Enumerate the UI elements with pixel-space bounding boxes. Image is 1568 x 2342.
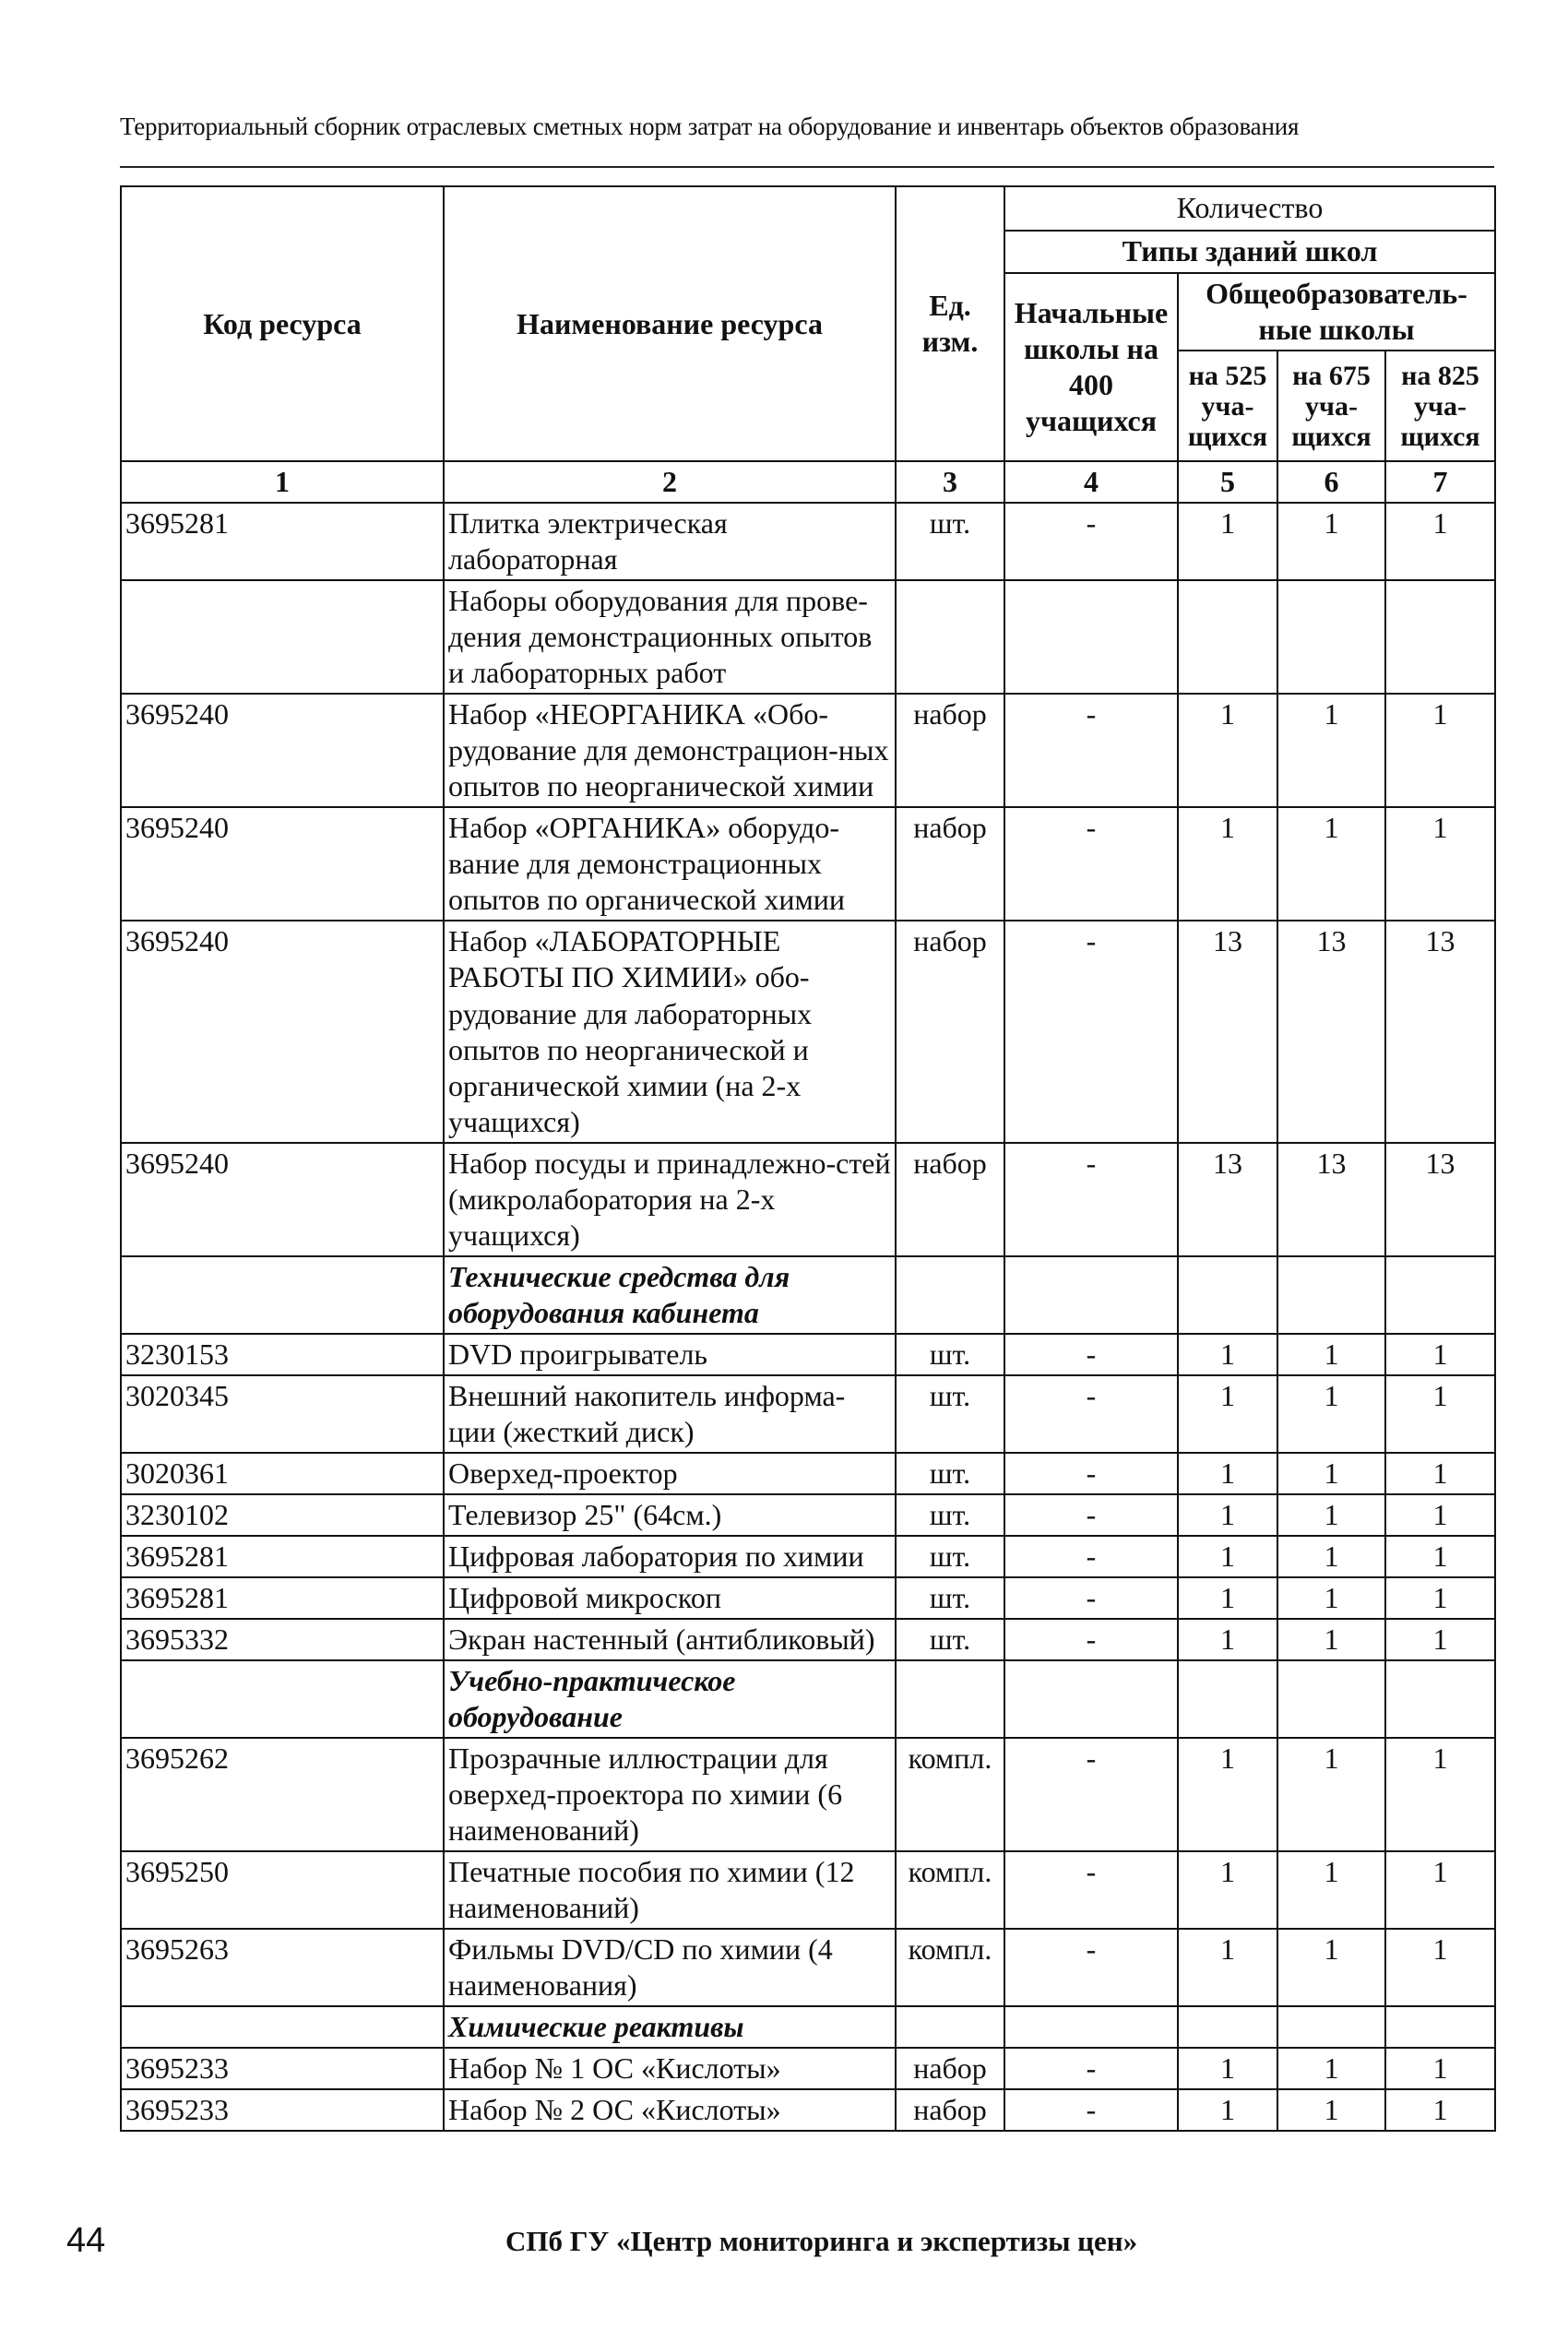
cell-primary: - [1004, 1577, 1178, 1619]
cell-code: 3695240 [121, 807, 444, 921]
cell-name: Экран настенный (антибликовый) [444, 1619, 896, 1660]
cell-825 [1385, 580, 1495, 694]
table-row [121, 1453, 1495, 1494]
resource-table [120, 185, 1496, 2132]
table-row [121, 1143, 1495, 1256]
header-675: на 675 уча-щихся [1277, 351, 1385, 461]
table-row [121, 1619, 1495, 1660]
cell-primary: - [1004, 1334, 1178, 1375]
cell-name: Оверхед-проектор [444, 1453, 896, 1494]
cell-825: 1 [1385, 1851, 1495, 1929]
column-number: 5 [1178, 461, 1277, 503]
table-row [121, 1851, 1495, 1929]
cell-unit: набор [896, 2048, 1004, 2089]
cell-primary: - [1004, 1536, 1178, 1577]
cell-name: Набор № 2 ОС «Кислоты» [444, 2089, 896, 2131]
cell-primary: - [1004, 694, 1178, 807]
table-row [121, 1536, 1495, 1577]
cell-675 [1277, 580, 1385, 694]
cell-825: 1 [1385, 1494, 1495, 1536]
cell-525 [1178, 1660, 1277, 1738]
cell-unit: компл. [896, 1851, 1004, 1929]
header-825: на 825 уча-щихся [1385, 351, 1495, 461]
cell-name: Набор «НЕОРГАНИКА «Обо-рудование для демонстрацион-ных опытов по неорганической химии [444, 694, 896, 807]
cell-525: 1 [1178, 1334, 1277, 1375]
table-row [121, 1929, 1495, 2006]
cell-525: 1 [1178, 694, 1277, 807]
cell-525: 1 [1178, 503, 1277, 580]
cell-name: Прозрачные иллюстрации для оверхед-проектора по химии (6 наименований) [444, 1738, 896, 1851]
header-unit: Ед. изм. [896, 186, 1004, 461]
running-header: Территориальный сборник отраслевых сметных норм затрат на оборудование и инвентарь объектов образования [120, 113, 1300, 140]
cell-name: Набор «ОРГАНИКА» оборудо-вание для демонстрационных опытов по органической химии [444, 807, 896, 921]
column-number: 3 [896, 461, 1004, 503]
table-row [121, 1738, 1495, 1851]
table-row [121, 1375, 1495, 1453]
cell-825: 1 [1385, 1577, 1495, 1619]
header-code: Код ресурса [121, 186, 444, 461]
cell-unit: набор [896, 1143, 1004, 1256]
cell-675: 1 [1277, 1536, 1385, 1577]
cell-unit: шт. [896, 1577, 1004, 1619]
cell-525 [1178, 2006, 1277, 2048]
cell-825 [1385, 2006, 1495, 2048]
cell-525: 1 [1178, 807, 1277, 921]
section-row [121, 1256, 1495, 1334]
cell-675: 1 [1277, 1577, 1385, 1619]
cell-unit: компл. [896, 1929, 1004, 2006]
cell-name: Набор «ЛАБОРАТОРНЫЕ РАБОТЫ ПО ХИМИИ» обо-рудование для лабораторных опытов по неорганической и органической химии (на 2-х учащихся) [444, 921, 896, 1142]
cell-code: 3020345 [121, 1375, 444, 1453]
cell-code: 3695250 [121, 1851, 444, 1929]
header-general-schools: Общеобразователь-ные школы [1178, 273, 1495, 351]
cell-primary [1004, 1256, 1178, 1334]
cell-675: 1 [1277, 1375, 1385, 1453]
cell-825: 1 [1385, 2048, 1495, 2089]
cell-code: 3695262 [121, 1738, 444, 1851]
cell-675: 1 [1277, 1619, 1385, 1660]
cell-675: 13 [1277, 1143, 1385, 1256]
cell-675 [1277, 2006, 1385, 2048]
cell-unit: набор [896, 921, 1004, 1142]
cell-primary: - [1004, 921, 1178, 1142]
cell-525: 1 [1178, 1375, 1277, 1453]
cell-unit [896, 2006, 1004, 2048]
cell-825: 1 [1385, 694, 1495, 807]
column-number: 1 [121, 461, 444, 503]
cell-code [121, 1660, 444, 1738]
cell-primary: - [1004, 1619, 1178, 1660]
section-title: Химические реактивы [444, 2006, 896, 2048]
cell-code: 3695281 [121, 1577, 444, 1619]
footer-organization: СПб ГУ «Центр мониторинга и экспертизы цен» [505, 2225, 1138, 2257]
cell-unit: шт. [896, 1536, 1004, 1577]
cell-name: Плитка электрическая лабораторная [444, 503, 896, 580]
cell-name: Набор № 1 ОС «Кислоты» [444, 2048, 896, 2089]
cell-code: 3020361 [121, 1453, 444, 1494]
table-row [121, 503, 1495, 580]
cell-825: 1 [1385, 503, 1495, 580]
cell-525: 13 [1178, 921, 1277, 1142]
cell-675: 13 [1277, 921, 1385, 1142]
cell-525: 1 [1178, 1619, 1277, 1660]
cell-675: 1 [1277, 1453, 1385, 1494]
cell-name: Цифровой микроскоп [444, 1577, 896, 1619]
cell-primary: - [1004, 2089, 1178, 2131]
header-divider [120, 166, 1494, 168]
cell-unit: набор [896, 807, 1004, 921]
cell-code [121, 1256, 444, 1334]
table-row [121, 807, 1495, 921]
cell-code: 3230102 [121, 1494, 444, 1536]
cell-unit [896, 1660, 1004, 1738]
cell-825: 1 [1385, 1929, 1495, 2006]
cell-825 [1385, 1660, 1495, 1738]
cell-primary [1004, 2006, 1178, 2048]
cell-825: 1 [1385, 1619, 1495, 1660]
cell-675: 1 [1277, 2048, 1385, 2089]
cell-525: 1 [1178, 1494, 1277, 1536]
cell-primary: - [1004, 1375, 1178, 1453]
cell-unit: шт. [896, 1453, 1004, 1494]
cell-code [121, 2006, 444, 2048]
cell-primary: - [1004, 2048, 1178, 2089]
section-row [121, 2006, 1495, 2048]
table-row [121, 1577, 1495, 1619]
cell-code: 3695281 [121, 503, 444, 580]
cell-code: 3230153 [121, 1334, 444, 1375]
cell-525: 1 [1178, 1738, 1277, 1851]
cell-code: 3695263 [121, 1929, 444, 2006]
cell-525: 1 [1178, 1453, 1277, 1494]
cell-675: 1 [1277, 694, 1385, 807]
cell-825: 1 [1385, 1334, 1495, 1375]
cell-name: Печатные пособия по химии (12 наименований) [444, 1851, 896, 1929]
section-title: Учебно-практическое оборудование [444, 1660, 896, 1738]
cell-code: 3695240 [121, 1143, 444, 1256]
cell-primary: - [1004, 1143, 1178, 1256]
cell-code: 3695240 [121, 694, 444, 807]
cell-name: Фильмы DVD/CD по химии (4 наименования) [444, 1929, 896, 2006]
cell-675: 1 [1277, 503, 1385, 580]
cell-primary: - [1004, 1494, 1178, 1536]
cell-525: 1 [1178, 2048, 1277, 2089]
table-row [121, 2048, 1495, 2089]
cell-525: 13 [1178, 1143, 1277, 1256]
cell-825: 13 [1385, 1143, 1495, 1256]
table-row [121, 694, 1495, 807]
cell-675 [1277, 1660, 1385, 1738]
cell-code: 3695240 [121, 921, 444, 1142]
cell-code: 3695233 [121, 2048, 444, 2089]
cell-name: Внешний накопитель информа-ции (жесткий диск) [444, 1375, 896, 1453]
cell-primary: - [1004, 1453, 1178, 1494]
cell-unit: компл. [896, 1738, 1004, 1851]
cell-primary: - [1004, 807, 1178, 921]
cell-unit: шт. [896, 1619, 1004, 1660]
cell-name: Цифровая лаборатория по химии [444, 1536, 896, 1577]
cell-675: 1 [1277, 1929, 1385, 2006]
cell-name: Телевизор 25" (64см.) [444, 1494, 896, 1536]
cell-525 [1178, 580, 1277, 694]
table-row [121, 1334, 1495, 1375]
header-quantity: Количество [1004, 186, 1495, 231]
cell-primary: - [1004, 1851, 1178, 1929]
header-525: на 525 уча-щихся [1178, 351, 1277, 461]
cell-825: 1 [1385, 1738, 1495, 1851]
cell-name: Набор посуды и принадлежно-стей (микролаборатория на 2-х учащихся) [444, 1143, 896, 1256]
table-row [121, 921, 1495, 1142]
section-row [121, 1660, 1495, 1738]
cell-unit: шт. [896, 1494, 1004, 1536]
cell-unit: шт. [896, 1334, 1004, 1375]
section-title: Технические средства для оборудования кабинета [444, 1256, 896, 1334]
cell-525: 1 [1178, 1536, 1277, 1577]
cell-code: 3695233 [121, 2089, 444, 2131]
cell-code [121, 580, 444, 694]
table-row [121, 1494, 1495, 1536]
cell-unit: набор [896, 2089, 1004, 2131]
cell-unit [896, 580, 1004, 694]
column-number: 7 [1385, 461, 1495, 503]
cell-675: 1 [1277, 1494, 1385, 1536]
cell-825 [1385, 1256, 1495, 1334]
cell-525 [1178, 1256, 1277, 1334]
page-number: 44 [66, 2221, 106, 2260]
cell-unit [896, 1256, 1004, 1334]
cell-525: 1 [1178, 1929, 1277, 2006]
column-number: 2 [444, 461, 896, 503]
cell-primary: - [1004, 503, 1178, 580]
cell-825: 1 [1385, 2089, 1495, 2131]
cell-825: 1 [1385, 1536, 1495, 1577]
cell-525: 1 [1178, 1577, 1277, 1619]
cell-675: 1 [1277, 2089, 1385, 2131]
cell-unit: шт. [896, 503, 1004, 580]
header-name: Наименование ресурса [444, 186, 896, 461]
cell-primary: - [1004, 1738, 1178, 1851]
cell-name: DVD проигрыватель [444, 1334, 896, 1375]
cell-unit: шт. [896, 1375, 1004, 1453]
cell-name: Наборы оборудования для прове-дения демонстрационных опытов и лабораторных работ [444, 580, 896, 694]
header-building-types: Типы зданий школ [1004, 231, 1495, 273]
cell-675: 1 [1277, 807, 1385, 921]
table-row [121, 580, 1495, 694]
column-number: 6 [1277, 461, 1385, 503]
cell-825: 1 [1385, 1453, 1495, 1494]
cell-825: 13 [1385, 921, 1495, 1142]
cell-unit: набор [896, 694, 1004, 807]
cell-primary: - [1004, 1929, 1178, 2006]
cell-675: 1 [1277, 1334, 1385, 1375]
cell-primary [1004, 1660, 1178, 1738]
cell-525: 1 [1178, 1851, 1277, 1929]
cell-825: 1 [1385, 807, 1495, 921]
cell-code: 3695281 [121, 1536, 444, 1577]
cell-code: 3695332 [121, 1619, 444, 1660]
column-number: 4 [1004, 461, 1178, 503]
cell-primary [1004, 580, 1178, 694]
cell-675: 1 [1277, 1738, 1385, 1851]
cell-525: 1 [1178, 2089, 1277, 2131]
header-primary-schools: Начальные школы на 400 учащихся [1004, 273, 1178, 461]
cell-675: 1 [1277, 1851, 1385, 1929]
table-row [121, 2089, 1495, 2131]
cell-825: 1 [1385, 1375, 1495, 1453]
cell-675 [1277, 1256, 1385, 1334]
